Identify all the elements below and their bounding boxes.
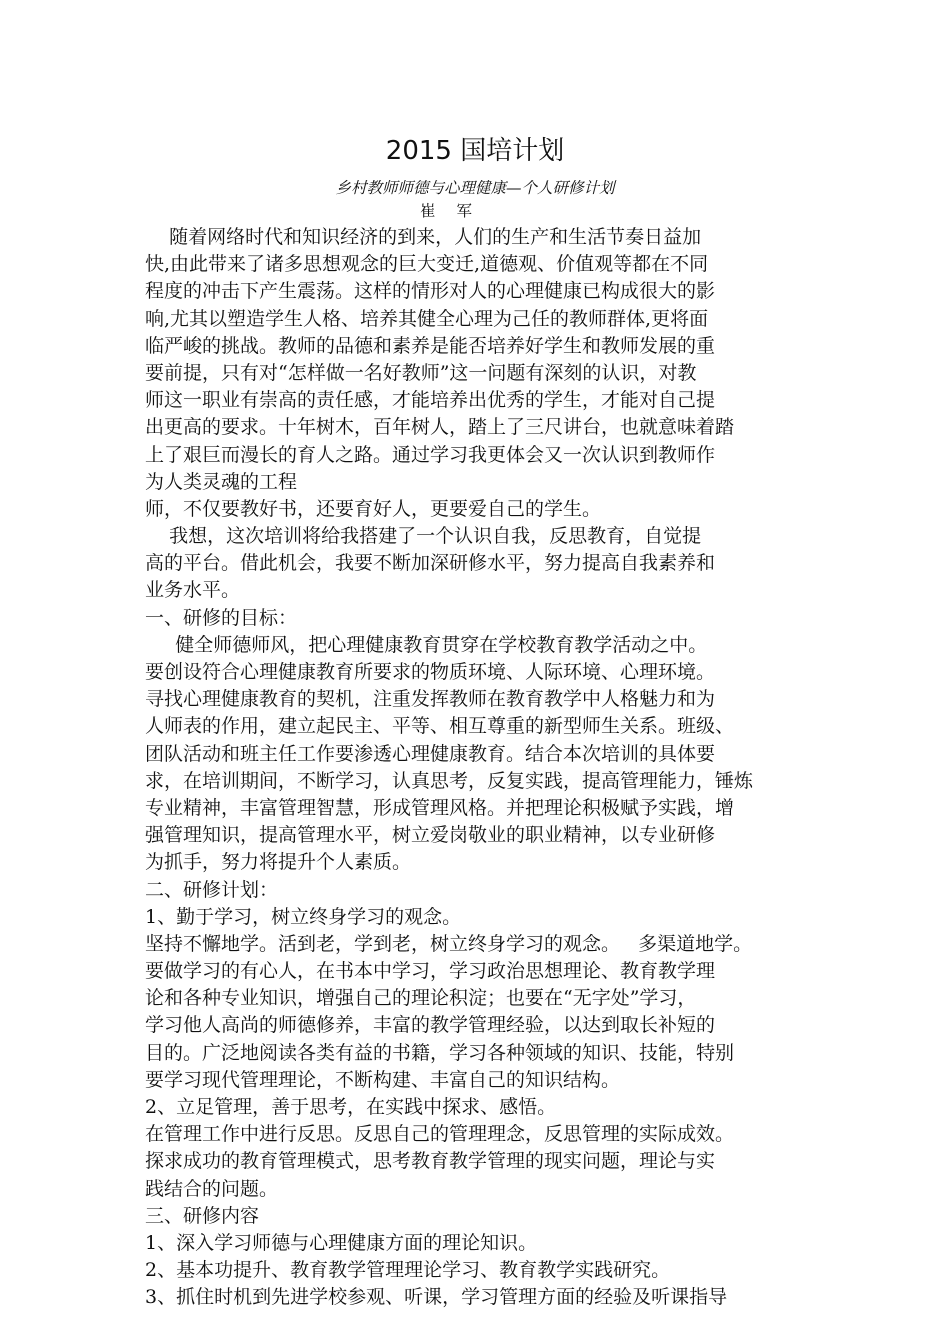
body-line: 为抓手，努力将提升个人素质。	[145, 851, 412, 874]
body-line: 二、研修计划：	[145, 878, 279, 901]
body-line: 论和各种专业知识，增强自己的理论积淀；也要在“无字处”学习，	[145, 987, 697, 1010]
body-line: 程度的冲击下产生震荡。这样的情形对人的心理健康已构成很大的影	[145, 280, 716, 303]
body-line: 寻找心理健康教育的契机，注重发挥教师在教育教学中人格魅力和为	[145, 688, 716, 711]
body-line: 一、研修的目标：	[145, 606, 298, 629]
body-line: 为人类灵魂的工程	[145, 470, 298, 493]
body-line: 出更高的要求。十年树木，百年树人，踏上了三尺讲台，也就意味着踏	[145, 416, 735, 439]
body-line: 响,尤其以塑造学生人格、培养其健全心理为己任的教师群体,更将面	[145, 307, 709, 330]
body-line: 三、研修内容	[145, 1204, 260, 1227]
author-name: 崔 军	[420, 202, 480, 220]
body-line: 1、勤于学习，树立终身学习的观念。	[145, 905, 462, 928]
body-line: 在管理工作中进行反思。反思自己的管理理念，反思管理的实际成效。	[145, 1123, 735, 1146]
body-line: 2、基本功提升、教育教学管理理论学习、教育教学实践研究。	[145, 1259, 671, 1282]
body-line: 目的。广泛地阅读各类有益的书籍，学习各种领域的知识、技能，特别	[145, 1041, 735, 1064]
body-line: 求，在培训期间，不断学习，认真思考，反复实践，提高管理能力，锤炼	[145, 769, 754, 792]
body-line: 3、抓住时机到先进学校参观、听课，学习管理方面的经验及听课指导	[145, 1286, 728, 1309]
body-line: 业务水平。	[145, 579, 241, 602]
body-line: 人师表的作用，建立起民主、平等、相互尊重的新型师生关系。班级、	[145, 715, 735, 738]
body-line: 探求成功的教育管理模式，思考教育教学管理的现实问题，理论与实	[145, 1150, 716, 1173]
body-line: 师，不仅要教好书，还要育好人，更要爱自己的学生。	[145, 497, 602, 520]
body-line: 临严峻的挑战。教师的品德和素养是能否培养好学生和教师发展的重	[145, 334, 716, 357]
body-line: 强管理知识，提高管理水平，树立爱岗敬业的职业精神，以专业研修	[145, 824, 716, 847]
body-line: 2、立足管理，善于思考，在实践中探求、感悟。	[145, 1096, 557, 1118]
body-line: 团队活动和班主任工作要渗透心理健康教育。结合本次培训的具体要	[145, 742, 716, 765]
body-line: 践结合的问题。	[145, 1177, 279, 1200]
body-line: 我想，这次培训将给我搭建了一个认识自我，反思教育，自觉提	[145, 525, 702, 548]
document-subtitle: 乡村教师师德与心理健康—个人研修计划	[335, 179, 615, 197]
document-title: 2015 国培计划	[385, 136, 565, 166]
body-line: 快,由此带来了诸多思想观念的巨大变迁,道德观、价值观等都在不同	[145, 253, 709, 276]
body-line: 要创设符合心理健康教育所要求的物质环境、人际环境、心理环境。	[145, 661, 716, 683]
body-line: 专业精神，丰富管理智慧，形成管理风格。并把理论积极赋予实践，增	[145, 796, 735, 819]
body-line: 随着网络时代和知识经济的到来，人们的生产和生活节奏日益加	[145, 226, 702, 248]
body-line: 坚持不懈地学。活到老，学到老，树立终身学习的观念。 多渠道地学。	[145, 932, 753, 955]
body-line: 健全师德师风，把心理健康教育贯穿在学校教育教学活动之中。	[145, 633, 708, 656]
body-line: 要学习现代管理理论，不断构建、丰富自己的知识结构。	[145, 1068, 621, 1091]
body-line: 1、深入学习师德与心理健康方面的理论知识。	[145, 1231, 538, 1254]
document-body	[145, 224, 815, 1312]
body-line: 要前提，只有对“怎样做一名好教师”这一问题有深刻的认识，对教	[145, 361, 697, 384]
body-line: 师这一职业有崇高的责任感，才能培养出优秀的学生，才能对自己提	[145, 389, 716, 412]
body-line: 要做学习的有心人，在书本中学习，学习政治思想理论、教育教学理	[145, 960, 716, 983]
body-line: 上了艰巨而漫长的育人之路。通过学习我更体会又一次认识到教师作	[145, 443, 716, 466]
body-line: 高的平台。借此机会，我要不断加深研修水平，努力提高自我素养和	[145, 552, 716, 575]
body-line: 学习他人高尚的师德修养，丰富的教学管理经验，以达到取长补短的	[145, 1014, 716, 1037]
